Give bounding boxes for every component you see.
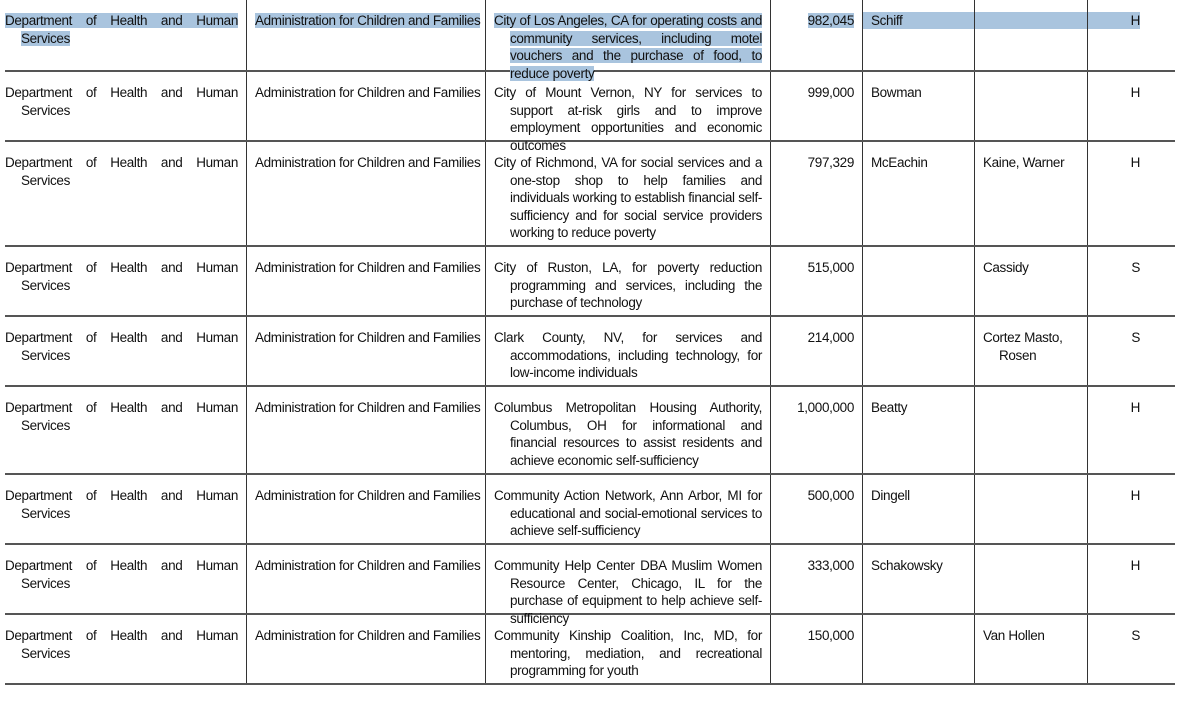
recipient-cell [485,142,770,245]
origin-cell-text: H [1130,558,1140,573]
house-member-cell [862,0,974,70]
table-row [5,0,1175,81]
recipient-cell [485,615,770,683]
department-cell-text: Department of Health and Human Services [5,488,238,521]
table-row [5,615,1175,685]
origin-cell-text: H [1130,155,1140,170]
agency-cell-text: Administration for Children and Families [255,330,481,345]
amount-cell [770,387,862,473]
recipient-cell-text: Community Action Network, Ann Arbor, MI for educational and social-emotional services to achieve self-sufficiency [494,488,762,538]
origin-cell [1087,387,1175,473]
agency-cell [246,142,485,245]
amount-cell [770,247,862,315]
senate-member-cell [974,387,1087,473]
agency-cell [246,0,485,70]
agency-cell-text: Administration for Children and Families [255,488,481,503]
agency-cell [246,247,485,315]
department-cell-text: Department of Health and Human Services [5,628,238,661]
house-member-cell [862,387,974,473]
department-cell-text: Department of Health and Human Services [5,558,238,591]
amount-cell [770,72,862,140]
department-cell-text: Department of Health and Human Services [5,13,238,46]
senate-member-cell [974,317,1087,385]
amount-cell [770,0,862,70]
senate-member-cell-text: Kaine, Warner [983,155,1065,170]
agency-cell-text: Administration for Children and Families [255,400,481,415]
agency-cell-text: Administration for Children and Families [255,628,481,643]
house-member-cell-text: Schiff [871,13,903,28]
amount-cell-text: 797,329 [807,155,854,170]
house-member-cell-text: Bowman [871,85,922,100]
house-member-cell [862,142,974,245]
department-cell [5,615,246,683]
origin-cell-text: S [1131,260,1140,275]
house-member-cell [862,247,974,315]
recipient-cell-text: Community Kinship Coalition, Inc, MD, for mentoring, mediation, and recreational programming for youth [494,628,762,678]
table-row [5,72,1175,153]
house-member-cell [862,475,974,543]
amount-cell [770,317,862,385]
agency-cell-text: Administration for Children and Families [255,13,481,28]
amount-cell-text: 515,000 [807,260,854,275]
amount-cell-text: 1,000,000 [797,400,854,415]
agency-cell-text: Administration for Children and Families [255,85,481,100]
house-member-cell [862,615,974,683]
agency-cell [246,615,485,683]
agency-cell [246,475,485,543]
table-row [5,387,1175,475]
amount-cell-text: 999,000 [807,85,854,100]
amount-cell-text: 982,045 [807,13,854,28]
agency-cell [246,72,485,140]
amount-cell [770,545,862,613]
origin-cell-text: S [1131,628,1140,643]
recipient-cell-text: Community Help Center DBA Muslim Women Resource Center, Chicago, IL for the purchase of equipment to help achieve self-sufficiency [494,558,762,626]
amount-cell-text: 150,000 [807,628,854,643]
earmark-table [5,0,1175,685]
department-cell [5,142,246,245]
origin-cell [1087,0,1175,70]
origin-cell-text: S [1131,330,1140,345]
house-member-cell [862,545,974,613]
house-member-cell [862,72,974,140]
agency-cell [246,387,485,473]
department-cell [5,247,246,315]
recipient-cell-text: City of Los Angeles, CA for operating costs and community services, including motel vouchers and the purchase of food, to reduce poverty [494,13,762,81]
department-cell-text: Department of Health and Human Services [5,155,238,188]
house-member-cell [862,317,974,385]
table-row [5,142,1175,247]
origin-cell [1087,72,1175,140]
agency-cell [246,317,485,385]
table-row [5,475,1175,545]
origin-cell-text: H [1130,85,1140,100]
department-cell [5,72,246,140]
house-member-cell-text: Beatty [871,400,908,415]
recipient-cell [485,0,770,81]
recipient-cell-text: Columbus Metropolitan Housing Authority, Columbus, OH for informational and financial resources to assist residents and achieve economic self-sufficiency [494,400,762,468]
recipient-cell [485,475,770,543]
department-cell [5,317,246,385]
senate-member-cell-text: Cortez Masto, Rosen [983,330,1063,363]
senate-member-cell [974,142,1087,245]
department-cell [5,545,246,613]
table-row [5,317,1175,387]
amount-cell [770,142,862,245]
department-cell [5,0,246,70]
department-cell [5,387,246,473]
origin-cell [1087,247,1175,315]
amount-cell-text: 500,000 [807,488,854,503]
senate-member-cell [974,475,1087,543]
table-row [5,545,1175,626]
agency-cell [246,545,485,613]
recipient-cell-text: City of Richmond, VA for social services and a one-stop shop to help families and individuals working to establish financial self-sufficiency and for social service providers working to reduce poverty [494,155,762,240]
house-member-cell-text: Dingell [871,488,910,503]
department-cell-text: Department of Health and Human Services [5,260,238,293]
amount-cell [770,615,862,683]
amount-cell-text: 214,000 [807,330,854,345]
department-cell-text: Department of Health and Human Services [5,85,238,118]
recipient-cell [485,387,770,473]
origin-cell-text: H [1130,400,1140,415]
origin-cell [1087,615,1175,683]
amount-cell-text: 333,000 [807,558,854,573]
senate-member-cell [974,0,1087,70]
recipient-cell-text: Clark County, NV, for services and accommodations, including technology, for low-income individuals [494,330,762,380]
senate-member-cell-text: Cassidy [983,260,1029,275]
amount-cell [770,475,862,543]
agency-cell-text: Administration for Children and Families [255,558,481,573]
recipient-cell [485,72,770,153]
senate-member-cell-text: Van Hollen [983,628,1045,643]
agency-cell-text: Administration for Children and Families [255,260,481,275]
department-cell [5,475,246,543]
origin-cell-text: H [1130,13,1140,28]
senate-member-cell [974,615,1087,683]
origin-cell [1087,317,1175,385]
table-row [5,247,1175,317]
origin-cell [1087,545,1175,613]
department-cell-text: Department of Health and Human Services [5,330,238,363]
senate-member-cell [974,545,1087,613]
agency-cell-text: Administration for Children and Families [255,155,481,170]
recipient-cell [485,247,770,315]
house-member-cell-text: Schakowsky [871,558,943,573]
recipient-cell [485,317,770,385]
recipient-cell-text: City of Mount Vernon, NY for services to support at-risk girls and to improve employment opportunities and economic outcomes [494,85,762,153]
origin-cell [1087,475,1175,543]
department-cell-text: Department of Health and Human Services [5,400,238,433]
origin-cell [1087,142,1175,245]
senate-member-cell [974,247,1087,315]
senate-member-cell [974,72,1087,140]
origin-cell-text: H [1130,488,1140,503]
house-member-cell-text: McEachin [871,155,928,170]
recipient-cell [485,545,770,626]
recipient-cell-text: City of Ruston, LA, for poverty reduction programming and services, including the purchase of technology [494,260,762,310]
